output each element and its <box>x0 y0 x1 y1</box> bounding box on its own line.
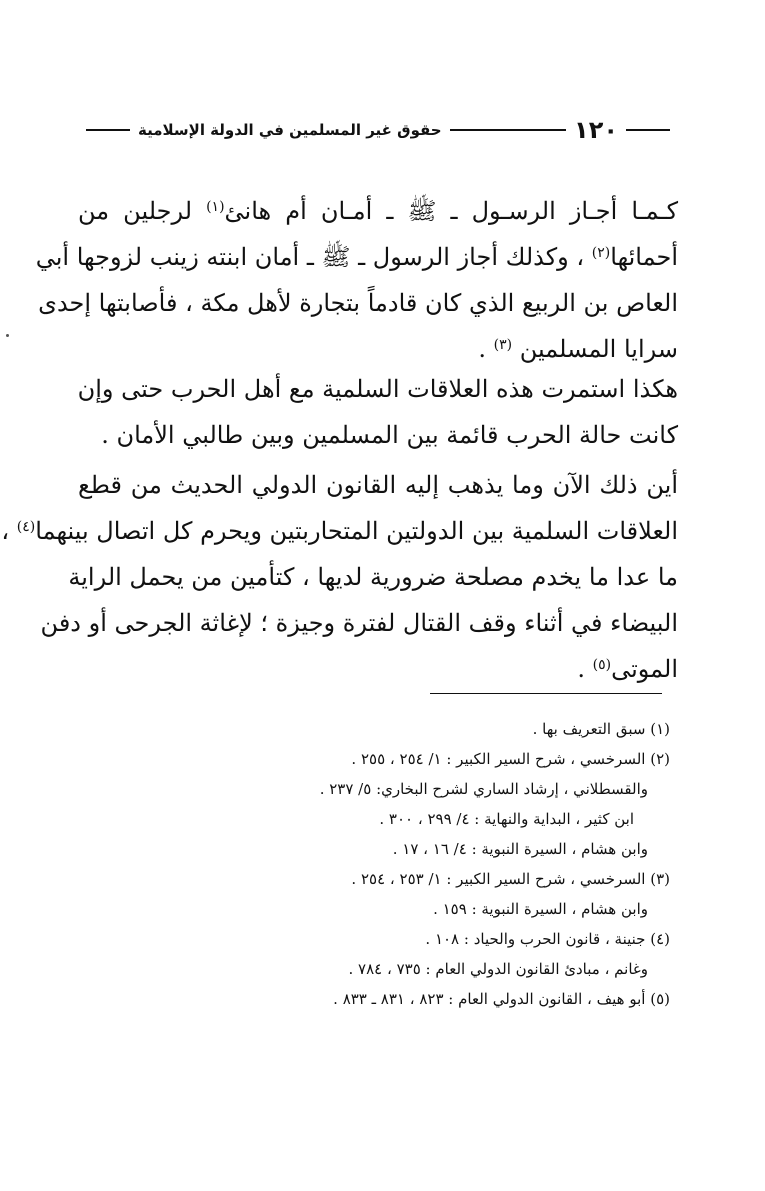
footnote-ref: (٤) <box>16 519 36 535</box>
footnote-ref: (٥) <box>592 657 612 673</box>
footnote-4: (٤) جنينة ، قانون الحرب والحياد : ١٠٨ . <box>425 930 670 948</box>
text-line: البيضاء في أثناء وقف القتال لفترة وجيزة ؛ لإغاثة الجرحى أو دفن <box>40 609 678 637</box>
text-line: العلاقات السلمية بين الدولتين المتحاربتين ويحرم كل اتصال بينهما$^{(٤)}$ ، <box>1 517 678 545</box>
header-rule-right <box>626 129 670 131</box>
paragraph-1 <box>35 188 678 372</box>
footnote-1: (١) سبق التعريف بها . <box>532 720 670 738</box>
running-title: حقوق غير المسلمين في الدولة الإسلامية <box>138 121 442 139</box>
paragraph-2 <box>78 366 678 458</box>
text-line: ما عدا ما يخدم مصلحة ضرورية لديها ، كتأمين من يحمل الراية <box>68 563 678 591</box>
footnote-2-cont: والقسطلاني ، إرشاد الساري لشرح البخاري: ٥/ ٢٣٧ . <box>319 780 648 798</box>
header-rule-middle <box>450 129 566 131</box>
text-line: كانت حالة الحرب قائمة بين المسلمين وبين طالبي الأمان . <box>101 421 678 449</box>
footnote-2-cont: وابن هشام ، السيرة النبوية : ٤/ ١٦ ، ١٧ . <box>392 840 648 858</box>
footnote-separator <box>430 693 662 694</box>
footnote-2: (٢) السرخسي ، شرح السير الكبير : ١/ ٢٥٤ ، ٢٥٥ . <box>351 750 670 768</box>
footnote-5: (٥) أبو هيف ، القانون الدولي العام : ٨٢٣ ، ٨٣١ ـ ٨٣٣ . <box>333 990 670 1008</box>
paragraph-3 <box>1 462 678 692</box>
footnote-3: (٣) السرخسي ، شرح السير الكبير : ١/ ٢٥٣ ، ٢٥٤ . <box>351 870 670 888</box>
page-number: ١٢٠ <box>574 116 618 144</box>
margin-mark <box>6 334 9 337</box>
footnote-ref: (٣) <box>493 337 513 353</box>
text-line: أحمائها$^{(٢)}$ ، وكذلك أجاز الرسول ـ ﷺ ـ أمان ابنته زينب لزوجها أبي <box>35 243 678 271</box>
text-line: الموتى$^{(٥)}$ . <box>577 655 678 683</box>
text-line: سرايا المسلمين $^{(٣)}$ . <box>478 335 678 363</box>
footnote-4-cont: وغانم ، مبادئ القانون الدولي العام : ٧٣٥ ، ٧٨٤ . <box>348 960 648 978</box>
text-line: كـمـا أجـاز الرسـول ـ ﷺ ـ أمـان أم هانئ$^{(١)}$ لرجلين من <box>78 197 678 225</box>
running-header <box>78 110 678 150</box>
text-line: أين ذلك الآن وما يذهب إليه القانون الدولي الحديث من قطع <box>78 471 678 499</box>
footnote-3-cont: وابن هشام ، السيرة النبوية : ١٥٩ . <box>433 900 648 918</box>
footnote-2-cont: ابن كثير ، البداية والنهاية : ٤/ ٢٩٩ ، ٣٠٠ . <box>379 810 634 828</box>
header-rule-left <box>86 129 130 131</box>
text-line: هكذا استمرت هذه العلاقات السلمية مع أهل الحرب حتى وإن <box>77 375 678 403</box>
text-line: العاص بن الربيع الذي كان قادماً بتجارة لأهل مكة ، فأصابتها إحدى <box>38 289 678 317</box>
footnote-ref: (٢) <box>591 245 611 261</box>
footnote-ref: (١) <box>206 199 225 215</box>
footnotes <box>150 714 670 1014</box>
